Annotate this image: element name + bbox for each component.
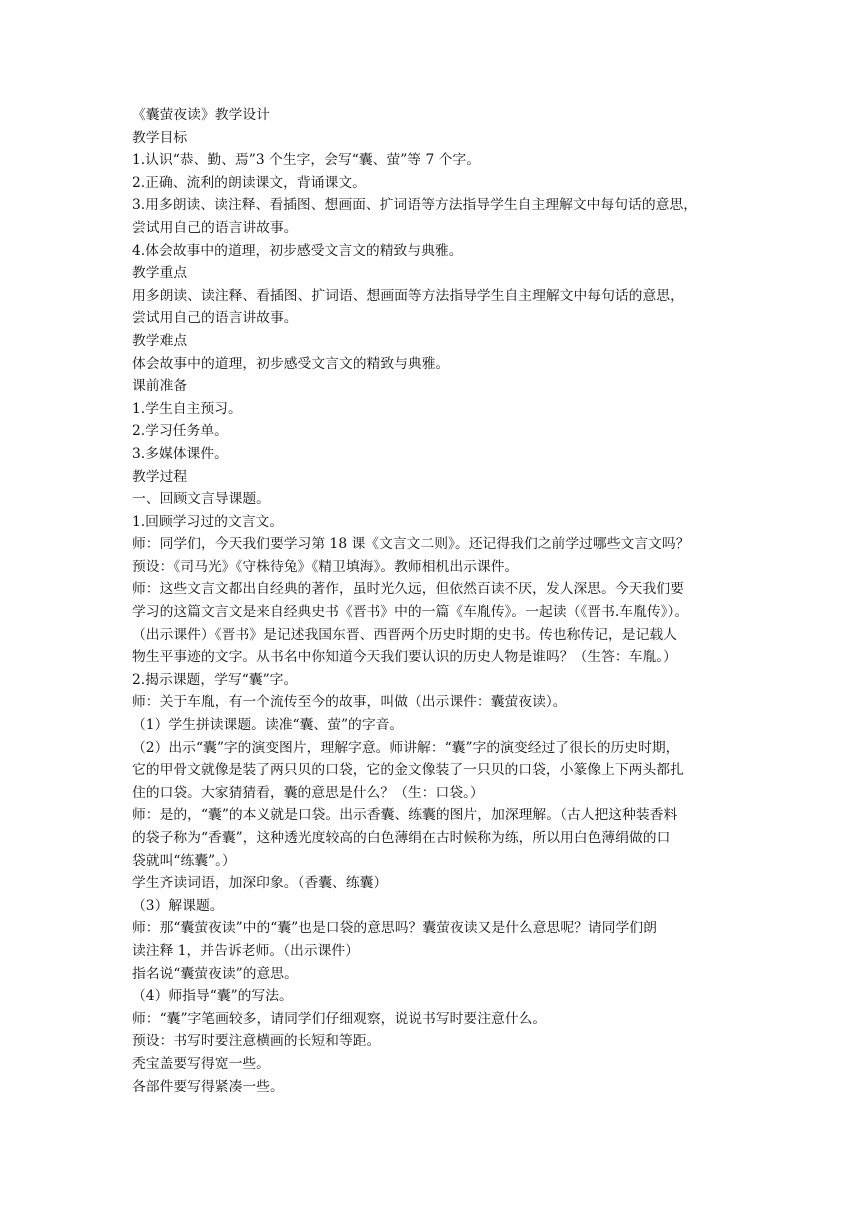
text-line: 1.回顾学习过的文言文。 xyxy=(132,513,284,530)
text-line: 1.学生自主预习。 xyxy=(132,400,242,417)
text-line: 师：是的，“囊”的本义就是口袋。出示香囊、练囊的图片，加深理解。（古人把这种装香料 xyxy=(132,807,678,824)
text-line: （出示课件）《晋书》是记述我国东晋、西晋两个历史时期的史书。传也称传记，是记载人 xyxy=(132,626,677,643)
text-line: 秃宝盖要写得宽一些。 xyxy=(132,1055,270,1072)
text-line: 师：这些文言文都出自经典的著作，虽时光久远，但依然百读不厌，发人深思。今天我们要 xyxy=(132,581,684,598)
text-line: 师：那“囊萤夜读”中的“囊”也是口袋的意思吗？囊萤夜读又是什么意思呢？请同学们朗 xyxy=(132,920,657,937)
section-heading-objectives: 教学目标 xyxy=(132,129,188,146)
text-line: 学习的这篇文言文是来自经典史书《晋书》中的一篇《车胤传》。一起读（《晋书.车胤传》）。 xyxy=(132,604,689,621)
text-line: 的袋子称为“香囊”，这种透光度较高的白色薄绢在古时候称为练，所以用白色薄绢做的口 xyxy=(132,830,671,846)
text-line: 预设：《司马光》《守株待兔》《精卫填海》。教师相机出示课件。 xyxy=(132,558,519,575)
text-line: 学生齐读词语，加深印象。（香囊、练囊） xyxy=(132,875,388,892)
text-line: 指名说“囊萤夜读”的意思。 xyxy=(132,965,298,982)
section-heading-preparation: 课前准备 xyxy=(132,378,188,395)
text-line: 一、回顾文言导课题。 xyxy=(132,491,270,508)
text-line: 1.认识“恭、勤、焉”3 个生字，会写“囊、萤”等 7 个字。 xyxy=(132,152,481,169)
document-body xyxy=(132,104,732,1098)
text-line: 预设：书写时要注意横画的长短和等距。 xyxy=(132,1033,381,1050)
text-line: 物生平事迹的文字。从书名中你知道今天我们要认识的历史人物是谁吗？（生答：车胤。） xyxy=(132,649,677,666)
text-line: 住的口袋。大家猜猜看，囊的意思是什么？（生：口袋。） xyxy=(132,784,484,801)
text-line: 2.正确、流利的朗读课文，背诵课文。 xyxy=(132,174,366,191)
section-heading-key-points: 教学重点 xyxy=(132,265,188,282)
text-line: （2）出示“囊”字的演变图片，理解字意。师讲解：“囊”字的演变经过了很长的历史时期， xyxy=(132,739,680,756)
text-line: 尝试用自己的语言讲故事。 xyxy=(132,310,298,327)
text-line: 师：“囊”字笔画较多，请同学们仔细观察，说说书写时要注意什么。 xyxy=(132,1010,547,1027)
text-line: 师：同学们，今天我们要学习第 18 课《文言文二则》。还记得我们之前学过哪些文言文吗？ xyxy=(132,536,690,553)
text-line: （3）解课题。 xyxy=(132,897,224,914)
text-line: 师：关于车胤，有一个流传至今的故事，叫做（出示课件：囊萤夜读）。 xyxy=(132,694,567,711)
text-line: 读注释 1，并告诉老师。（出示课件） xyxy=(132,942,360,959)
text-line: 3.用多朗读、读注释、看插图、想画面、扩词语等方法指导学生自主理解文中每句话的意思， xyxy=(132,197,698,214)
text-line: 4.体会故事中的道理，初步感受文言文的精致与典雅。 xyxy=(132,242,463,259)
section-heading-difficulties: 教学难点 xyxy=(132,332,188,349)
text-line: 它的甲骨文就像是装了两只贝的口袋，它的金文像装了一只贝的口袋，小篆像上下两头都扎 xyxy=(132,762,684,779)
text-line: 袋就叫“练囊”。） xyxy=(132,852,236,869)
text-line: （4）师指导“囊”的写法。 xyxy=(132,988,293,1005)
text-line: 2.学习任务单。 xyxy=(132,423,228,440)
text-line: 尝试用自己的语言讲故事。 xyxy=(132,219,298,236)
text-line: 各部件要写得紧凑一些。 xyxy=(132,1078,284,1095)
text-line: 用多朗读、读注释、看插图、扩词语、想画面等方法指导学生自主理解文中每句话的意思， xyxy=(132,287,684,304)
doc-title: 《囊萤夜读》教学设计 xyxy=(132,107,270,123)
text-line: 体会故事中的道理，初步感受文言文的精致与典雅。 xyxy=(132,355,450,372)
text-line: 3.多媒体课件。 xyxy=(132,445,228,462)
text-line: 2.揭示课题，学写“囊”字。 xyxy=(132,671,298,688)
text-line: （1）学生拼读课题。读准“囊、萤”的字音。 xyxy=(132,717,404,734)
section-heading-process: 教学过程 xyxy=(132,468,188,485)
